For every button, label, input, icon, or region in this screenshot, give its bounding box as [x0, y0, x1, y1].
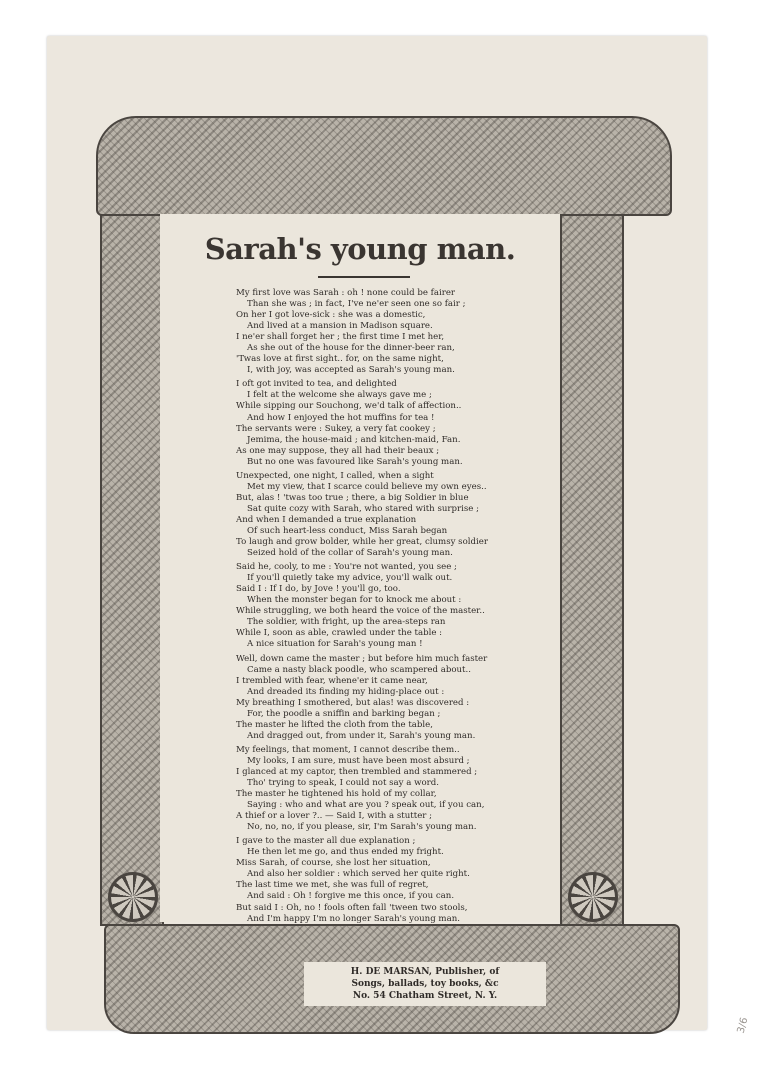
verse-line: Tho' trying to speak, I could not say a word.	[247, 778, 439, 789]
verse-line: Seized hold of the collar of Sarah's young man.	[247, 548, 453, 559]
verse-line: Miss Sarah, of course, she lost her situation,	[236, 858, 431, 869]
verse-line: Met my view, that I scarce could believe my own eyes..	[247, 481, 487, 492]
stanza	[236, 379, 536, 467]
verse-line: And how I enjoyed the hot muffins for tea !	[247, 412, 435, 423]
verse-line: Saying : who and what are you ? speak out, if you can,	[247, 800, 485, 811]
verse-line: Sat quite cozy with Sarah, who stared with surprise ;	[247, 503, 479, 514]
verse-line: And I'm happy I'm no longer Sarah's young man.	[247, 913, 460, 924]
publisher-imprint	[304, 962, 546, 1006]
verse-line: Of such heart-less conduct, Miss Sarah began	[247, 525, 448, 536]
top-engraving-border	[96, 116, 672, 216]
verse-line: I felt at the welcome she always gave me ;	[247, 390, 432, 401]
verse-line: While struggling, we both heard the voice of the master..	[236, 606, 485, 617]
right-engraving-border	[560, 214, 624, 926]
verse-line: To laugh and grow bolder, while her great, clumsy soldier	[236, 537, 488, 548]
stanza	[236, 836, 536, 924]
verse-line: While I, soon as able, crawled under the table :	[236, 628, 443, 639]
verse-line: As one may suppose, they all had their beaux ;	[236, 445, 440, 456]
verse-line: Unexpected, one night, I called, when a sight	[236, 470, 434, 481]
verse-line: 'Twas love at first sight.. for, on the same night,	[236, 354, 444, 365]
verse-line: I ne'er shall forget her ; the first time I met her,	[236, 332, 445, 343]
verse-line: The last time we met, she was full of regret,	[236, 880, 429, 891]
verse-line: Said he, cooly, to me : You're not wanted, you see ;	[236, 562, 457, 573]
verse-line: No, no, no, if you please, sir, I'm Sarah's young man.	[247, 822, 477, 833]
verse-line: I glanced at my captor, then trembled and stammered ;	[236, 766, 478, 777]
verse-line: But no one was favoured like Sarah's young man.	[247, 456, 463, 467]
verse-line: The servants were : Sukey, a very fat cookey ;	[236, 423, 436, 434]
verse-line: And lived at a mansion in Madison square.	[247, 321, 433, 332]
verse-line: I trembled with fear, whene'er it came near,	[236, 675, 428, 686]
verse-line: And said : Oh ! forgive me this once, if you can.	[247, 891, 455, 902]
song-verses	[236, 288, 536, 925]
verse-line: Said I : If I do, by Jove ! you'll go, too.	[236, 584, 401, 595]
verse-line: I gave to the master all due explanation ;	[236, 836, 416, 847]
verse-line: My feelings, that moment, I cannot describe them..	[236, 744, 460, 755]
verse-line: Well, down came the master ; but before him much faster	[236, 653, 488, 664]
verse-line: If you'll quietly take my advice, you'll walk out.	[247, 573, 453, 584]
verse-line: My looks, I am sure, must have been most absurd ;	[247, 755, 470, 766]
verse-line: He then let me go, and thus ended my fright.	[247, 847, 444, 858]
verse-line: On her I got love-sick : she was a domestic,	[236, 310, 426, 321]
stanza	[236, 562, 536, 650]
left-wheel-ornament	[108, 872, 158, 922]
stanza	[236, 471, 536, 559]
margin-pencil-note: 3/6	[735, 1016, 751, 1035]
publisher-name: H. DE MARSAN, Publisher, of	[350, 967, 500, 977]
verse-line: And also her soldier : which served her quite right.	[247, 869, 470, 880]
title-rule	[318, 276, 410, 278]
verse-line: And when I demanded a true explanation	[236, 514, 417, 525]
stanza	[236, 288, 536, 376]
verse-line: The master he tightened his hold of my collar,	[236, 789, 437, 800]
right-wheel-ornament	[568, 872, 618, 922]
verse-line: As she out of the house for the dinner-beer ran,	[247, 343, 455, 354]
verse-line: A thief or a lover ?.. — Said I, with a stutter ;	[236, 811, 433, 822]
verse-line: The master he lifted the cloth from the table,	[236, 719, 434, 730]
verse-line: I oft got invited to tea, and delighted	[236, 379, 397, 390]
verse-line: A nice situation for Sarah's young man !	[247, 639, 423, 650]
publisher-products: Songs, ballads, toy books, &c	[351, 979, 499, 989]
verse-line: While sipping our Souchong, we'd talk of affection..	[236, 401, 462, 412]
stanza	[236, 745, 536, 833]
verse-line: Came a nasty black poodle, who scampered about..	[247, 664, 471, 675]
verse-line: And dreaded its finding my hiding-place out :	[247, 686, 445, 697]
verse-line: I, with joy, was accepted as Sarah's young man.	[247, 365, 455, 376]
song-title: Sarah's young man.	[204, 232, 516, 266]
verse-line: The soldier, with fright, up the area-steps ran	[247, 617, 446, 628]
verse-line: My first love was Sarah : oh ! none could be fairer	[236, 288, 456, 298]
stanza	[236, 654, 536, 742]
verse-line: But said I : Oh, no ! fools often fall 'tween two stools,	[236, 902, 468, 913]
verse-line: My breathing I smothered, but alas! was discovered :	[236, 697, 470, 708]
verse-line: For, the poodle a sniffin and barking began ;	[247, 708, 441, 719]
publisher-address: No. 54 Chatham Street, N. Y.	[352, 991, 498, 1001]
verse-line: And dragged out, from under it, Sarah's young man.	[247, 730, 476, 741]
verse-line: Jemima, the house-maid ; and kitchen-maid, Fan.	[247, 434, 461, 445]
left-engraving-border	[100, 214, 164, 926]
verse-line: But, alas ! 'twas too true ; there, a big Soldier in blue	[236, 492, 469, 503]
verse-line: Than she was ; in fact, I've ne'er seen one so fair ;	[247, 299, 466, 310]
verse-line: When the monster began for to knock me about :	[247, 595, 462, 606]
